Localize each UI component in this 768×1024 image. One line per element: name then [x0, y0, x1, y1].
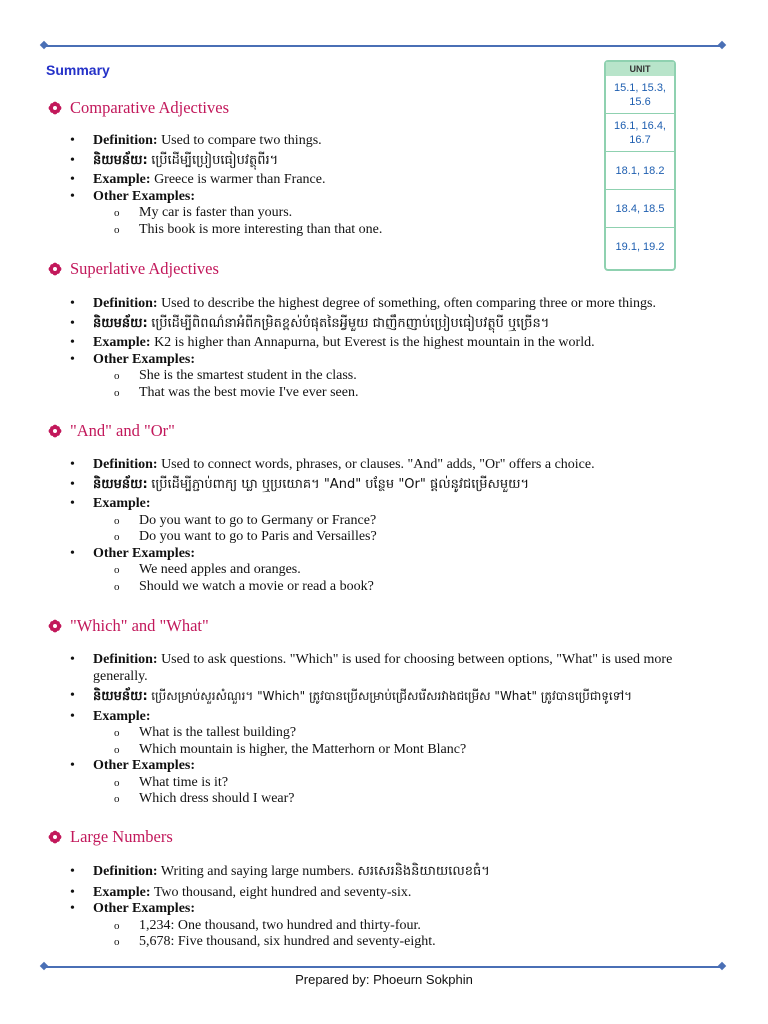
bullet-list [48, 457, 728, 595]
unit-cell: 15.1, 15.3, 15.6 [606, 76, 674, 114]
section-title [48, 258, 728, 280]
list-item: o This book is more interesting than that one. [93, 222, 728, 239]
example-item: • Example: K2 is higher than Annapurna, but Everest is the highest mountain in the world. [48, 335, 728, 352]
section-superlative-adjectives [48, 258, 728, 401]
flower-bullet-icon [48, 101, 62, 115]
section-and-or [48, 420, 728, 595]
definition-item: • Definition: Used to connect words, phrases, or clauses. "And" adds, "Or" offers a choice. [48, 457, 728, 474]
definition-item: • Definition: Writing and saying large numbers. សរសេរនិងនិយាយលេខធំ។ [48, 864, 728, 881]
footer-credit: Prepared by: Phoeurn Sokphin [295, 972, 473, 987]
bullet-list [48, 296, 728, 401]
list-item: o 1,234: One thousand, two hundred and thirty-four. [93, 918, 728, 935]
list-item: o Which dress should I wear? [93, 791, 728, 808]
other-examples-item: • Other Examples: o We need apples and oranges. o Should we watch a movie or read a book? [48, 546, 728, 596]
khmer-definition-item: • និយមន័យ: ប្រើដើម្បីប្រៀបធៀបវត្ថុពីរ។ [48, 153, 728, 170]
list-item: o Which mountain is higher, the Matterhorn or Mont Blanc? [93, 742, 728, 759]
unit-cell: 16.1, 16.4, 16.7 [606, 114, 674, 152]
section-title-text: "And" and "Or" [70, 421, 175, 440]
definition-item: • Definition: Used to describe the highest degree of something, often comparing three or more things. [48, 296, 728, 313]
unit-cell: 19.1, 19.2 [615, 240, 665, 253]
list-item: o Do you want to go to Germany or France? [93, 513, 728, 530]
section-title-text: Comparative Adjectives [70, 98, 229, 117]
list-item: o That was the best movie I've ever seen. [93, 385, 728, 402]
definition-item: • Definition: Used to ask questions. "Which" is used for choosing between options, "What" is used more generally. [48, 652, 728, 685]
list-item: o What is the tallest building? [93, 725, 728, 742]
section-large-numbers [48, 826, 728, 951]
khmer-definition-item: • និយមន័យ: ប្រើសម្រាប់សួរសំណួរ។ "Which" ត្រូវបានប្រើសម្រាប់ជ្រើសរើសរវាងជម្រើស "What" ត្រូវបានប្រើជាទូទៅ។ [48, 688, 728, 706]
sub-list [93, 918, 728, 951]
example-item: • Example: o Do you want to go to Germany or France? o Do you want to go to Paris and Versailles? [48, 496, 728, 546]
sub-list [93, 205, 728, 238]
list-item: o We need apples and oranges. [93, 562, 728, 579]
summary-heading: Summary [46, 62, 110, 78]
other-examples-item: • Other Examples: o My car is faster than yours. o This book is more interesting than that one. [48, 189, 728, 239]
unit-cell: 18.4, 18.5 [606, 190, 674, 228]
section-title [48, 826, 728, 848]
khmer-definition-item: • និយមន័យ: ប្រើដើម្បីភ្ជាប់ពាក្យ ឃ្លា ឬប្រយោគ។ "And" បន្ថែម "Or" ផ្តល់នូវជម្រើសមួយ។ [48, 477, 728, 494]
sub-list [93, 368, 728, 401]
list-item: o What time is it? [93, 775, 728, 792]
unit-cell: 18.1, 18.2 [606, 152, 674, 190]
bullet-list [48, 864, 728, 951]
section-comparative-adjectives [48, 97, 728, 238]
list-item: o Should we watch a movie or read a book? [93, 579, 728, 596]
flower-bullet-icon [48, 619, 62, 633]
section-which-what [48, 615, 728, 808]
section-title-text: "Which" and "What" [70, 616, 209, 635]
section-title [48, 615, 728, 637]
flower-bullet-icon [48, 262, 62, 276]
sub-list [93, 513, 728, 546]
sub-list [93, 775, 728, 808]
bottom-divider [44, 966, 722, 968]
other-examples-item: • Other Examples: o What time is it? o Which dress should I wear? [48, 758, 728, 808]
top-divider [44, 45, 722, 47]
unit-header: UNIT [606, 62, 674, 76]
list-item: o She is the smartest student in the class. [93, 368, 728, 385]
example-item: • Example: Two thousand, eight hundred and seventy-six. [48, 885, 728, 902]
list-item: o My car is faster than yours. [93, 205, 728, 222]
example-item: • Example: Greece is warmer than France. [48, 172, 728, 189]
section-title-text: Large Numbers [70, 827, 173, 846]
khmer-definition-item: • និយមន័យ: ប្រើដើម្បីពិពណ៌នាអំពីកម្រិតខ្ពស់បំផុតនៃអ្វីមួយ ជាញឹកញាប់ប្រៀបធៀបវត្ថុបី ឬច្រើន។ [48, 316, 728, 333]
section-title-text: Superlative Adjectives [70, 259, 219, 278]
other-examples-item: • Other Examples: o She is the smartest student in the class. o That was the best movie I've ever seen. [48, 352, 728, 402]
other-examples-item: • Other Examples: o 1,234: One thousand, two hundred and thirty-four. o 5,678: Five thousand, six hundred and seventy-eight. [48, 901, 728, 951]
bullet-list [48, 652, 728, 808]
sub-list [93, 725, 728, 758]
definition-item: • Definition: Used to compare two things. [48, 133, 728, 150]
list-item: o 5,678: Five thousand, six hundred and seventy-eight. [93, 934, 728, 951]
flower-bullet-icon [48, 830, 62, 844]
sub-list [93, 562, 728, 595]
flower-bullet-icon [48, 424, 62, 438]
example-item: • Example: o What is the tallest building? o Which mountain is higher, the Matterhorn or Mont Blanc? [48, 709, 728, 759]
bullet-list [48, 133, 728, 238]
section-title [48, 420, 728, 442]
list-item: o Do you want to go to Paris and Versailles? [93, 529, 728, 546]
section-title [48, 97, 728, 119]
